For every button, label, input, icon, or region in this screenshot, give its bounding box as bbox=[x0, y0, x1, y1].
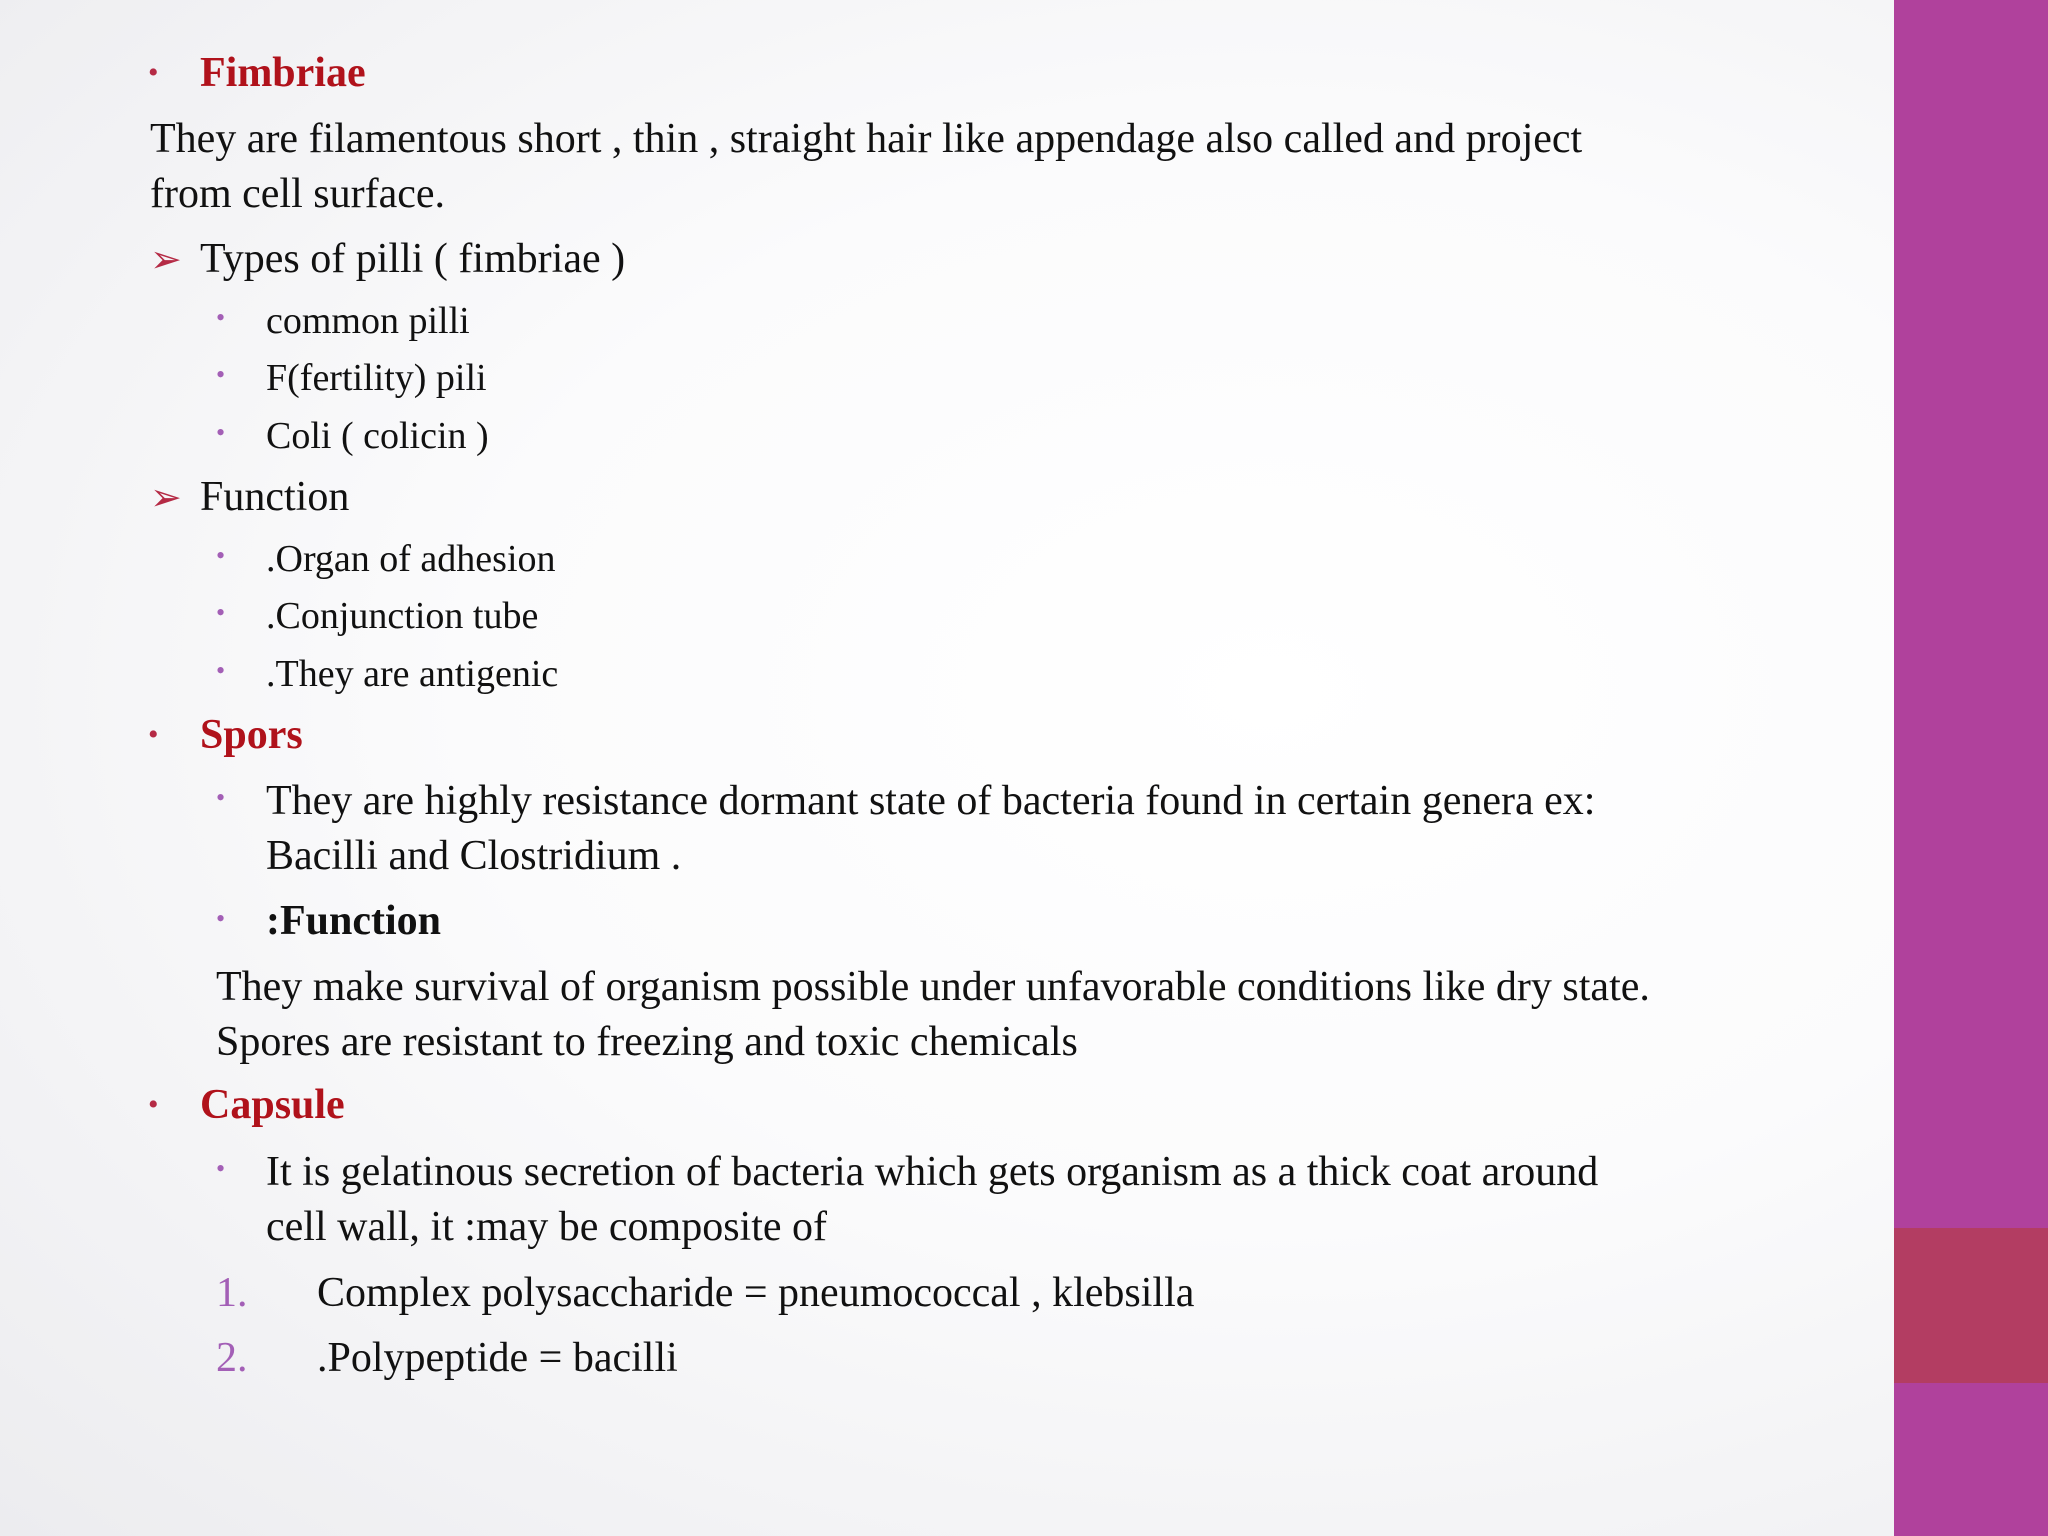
bullet-icon: • bbox=[216, 303, 226, 332]
spors-description-line1: They are highly resistance dormant state of bacteria found in certain genera ex: bbox=[266, 778, 1596, 824]
decorative-sidebar-accent bbox=[1894, 1228, 2048, 1383]
capsule-composition-item: .Polypeptide = bacilli bbox=[317, 1335, 678, 1381]
arrow-bullet-icon: ➢ bbox=[150, 239, 182, 281]
bullet-icon: • bbox=[148, 1088, 159, 1121]
spors-heading: Spors bbox=[200, 712, 303, 758]
bullet-icon: • bbox=[216, 656, 226, 685]
fimbriae-function-label: Function bbox=[200, 474, 350, 520]
pilli-type-item: Coli ( colicin ) bbox=[266, 415, 489, 457]
bullet-icon: • bbox=[216, 541, 226, 570]
pilli-type-item: F(fertility) pili bbox=[266, 357, 487, 399]
numbered-item-number: 1. bbox=[216, 1270, 248, 1316]
capsule-description-line2: cell wall, it :may be composite of bbox=[266, 1204, 828, 1250]
bullet-icon: • bbox=[148, 56, 159, 89]
spors-description-line2: Bacilli and Clostridium . bbox=[266, 833, 682, 879]
bullet-icon: • bbox=[216, 418, 226, 447]
arrow-bullet-icon: ➢ bbox=[150, 477, 182, 519]
capsule-composition-item: Complex polysaccharide = pneumococcal , klebsilla bbox=[317, 1270, 1195, 1316]
types-of-pilli-label: Types of pilli ( fimbriae ) bbox=[200, 236, 626, 282]
capsule-description-line1: It is gelatinous secretion of bacteria which gets organism as a thick coat around bbox=[266, 1149, 1599, 1195]
bullet-icon: • bbox=[216, 598, 226, 627]
fimbriae-description-line1: They are filamentous short , thin , straight hair like appendage also called and project bbox=[150, 116, 1583, 162]
fimbriae-heading: Fimbriae bbox=[200, 50, 366, 96]
bullet-icon: • bbox=[216, 783, 226, 812]
fimbriae-function-item: .They are antigenic bbox=[266, 653, 559, 695]
bullet-icon: • bbox=[148, 718, 159, 751]
numbered-item-number: 2. bbox=[216, 1335, 248, 1381]
spors-function-line2: Spores are resistant to freezing and toxic chemicals bbox=[216, 1019, 1078, 1065]
fimbriae-function-item: .Conjunction tube bbox=[266, 595, 539, 637]
fimbriae-function-item: .Organ of adhesion bbox=[266, 538, 556, 580]
capsule-heading: Capsule bbox=[200, 1082, 345, 1128]
bullet-icon: • bbox=[216, 1154, 226, 1183]
bullet-icon: • bbox=[216, 360, 226, 389]
bullet-icon: • bbox=[216, 904, 226, 933]
spors-function-label: :Function bbox=[266, 898, 442, 944]
pilli-type-item: common pilli bbox=[266, 300, 470, 342]
fimbriae-description-line2: from cell surface. bbox=[150, 171, 446, 217]
spors-function-line1: They make survival of organism possible under unfavorable conditions like dry state. bbox=[216, 964, 1650, 1010]
